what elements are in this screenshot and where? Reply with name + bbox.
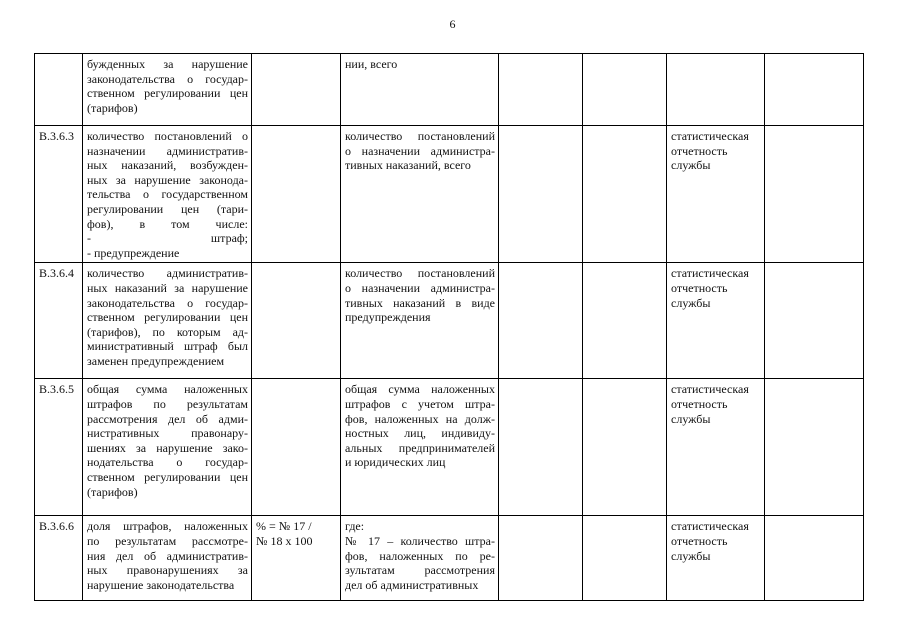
indicator-description-line: предупреждения [345, 310, 431, 325]
indicator-description-line: зультатам рассмотрения [345, 563, 495, 578]
empty-cell [499, 263, 583, 379]
indicator-formula [252, 126, 341, 263]
indicator-source-line: статистическая [671, 519, 749, 534]
indicator-formula [252, 379, 341, 516]
indicator-name-line: ственном регулировании цен [87, 86, 248, 101]
indicator-source [667, 54, 765, 126]
empty-cell [765, 54, 864, 126]
indicator-description [341, 126, 499, 263]
indicator-name-line: общая сумма наложенных [87, 382, 248, 397]
indicator-description-line: альных предпринимателей [345, 440, 495, 455]
indicator-description-line: дел об административных [345, 577, 479, 592]
indicator-name-line: законодательства о государ- [87, 295, 248, 310]
indicator-description-line: нии, всего [345, 57, 398, 71]
indicator-name-line: количество административ- [87, 266, 248, 281]
indicator-name-line: (тарифов), по которым ад- [87, 324, 248, 339]
table-row [35, 54, 864, 126]
empty-cell [499, 379, 583, 516]
indicator-name-line: министративный штраф был [87, 339, 248, 354]
indicator-source-line: службы [671, 548, 711, 563]
indicator-description-line: о назначении администра- [345, 143, 495, 158]
empty-cell [583, 263, 667, 379]
indicator-name-line: заменен предупреждением [87, 353, 225, 368]
indicator-description-line: количество постановлений [345, 266, 495, 281]
indicator-source-line: статистическая [671, 129, 749, 143]
indicator-code [35, 54, 83, 126]
indicator-name-line: доля штрафов, наложенных [87, 519, 248, 534]
indicator-source [667, 516, 765, 601]
indicator-name-line: нодательства о государ- [87, 455, 248, 470]
indicators-table [34, 53, 864, 601]
indicator-description-line: где: [345, 519, 365, 534]
indicator-name-line: рассмотрения дел об адми- [87, 411, 248, 426]
indicator-name-line: нарушение законодательства [87, 577, 235, 592]
indicator-source-line: отчетность [671, 280, 728, 295]
indicator-name [83, 379, 252, 516]
indicator-formula-line: № 18 x 100 [256, 533, 313, 548]
indicator-formula [252, 516, 341, 601]
indicator-name-line: регулировании цен (тари- [87, 201, 248, 216]
page-number: 6 [449, 17, 456, 31]
empty-cell [499, 54, 583, 126]
indicator-name [83, 54, 252, 126]
indicator-source-line: статистическая [671, 382, 749, 397]
indicator-source-line: отчетность [671, 396, 728, 411]
indicator-source-line: отчетность [671, 143, 728, 158]
empty-cell [583, 516, 667, 601]
indicator-formula-line: % = № 17 / [256, 519, 312, 534]
indicator-description [341, 263, 499, 379]
indicator-description-line: общая сумма наложенных [345, 382, 495, 397]
empty-cell [499, 516, 583, 601]
indicator-name [83, 516, 252, 601]
empty-cell [583, 126, 667, 263]
indicator-source [667, 126, 765, 263]
indicator-source-line: службы [671, 411, 711, 426]
indicator-name [83, 126, 252, 263]
indicator-name-line: шениях за нарушение зако- [87, 440, 248, 455]
indicator-name-line: тельства о государственном [87, 187, 248, 202]
indicator-description-line: тивных наказаний, всего [345, 158, 471, 173]
indicator-name-line: ных наказаний за нарушение [87, 280, 248, 295]
indicator-source [667, 263, 765, 379]
indicator-name-line: нистративных правонару- [87, 426, 248, 441]
indicator-name-line: назначении административ- [87, 143, 248, 158]
indicator-name-line: ных наказаний, возбужден- [87, 158, 248, 173]
empty-cell [765, 126, 864, 263]
indicator-description-line: штрафов с учетом штра- [345, 396, 495, 411]
indicator-formula [252, 54, 341, 126]
indicator-source-line: статистическая [671, 266, 749, 281]
indicator-description-line: ностных лиц, индивиду- [345, 426, 495, 441]
indicator-code: В.3.6.6 [35, 516, 83, 601]
indicator-name-line: ственном регулировании цен [87, 469, 248, 484]
indicator-name-line: бужденных за нарушение [87, 57, 248, 71]
empty-cell [765, 263, 864, 379]
empty-cell [765, 379, 864, 516]
indicator-description [341, 516, 499, 601]
indicator-name-line: ственном регулировании цен [87, 310, 248, 325]
indicator-code: В.3.6.4 [35, 263, 83, 379]
table-row [35, 126, 864, 263]
indicator-name-line: ных правонарушениях за [87, 563, 248, 578]
indicator-description-line: количество постановлений [345, 129, 495, 143]
indicator-description-line: фов, наложенных по ре- [345, 548, 495, 563]
indicator-name-line: - предупреждение [87, 245, 180, 260]
indicator-code: В.3.6.5 [35, 379, 83, 516]
indicator-description-line: фов, наложенных на долж- [345, 411, 495, 426]
indicator-description-line: и юридических лиц [345, 455, 446, 470]
indicator-name-line: - штраф; [87, 231, 248, 246]
indicator-description-line: № 17 – количество штра- [345, 533, 495, 548]
indicator-name-line: количество постановлений о [87, 129, 248, 143]
table-row [35, 516, 864, 601]
indicator-name-line: фов), в том числе: [87, 216, 248, 231]
indicator-source [667, 379, 765, 516]
indicator-formula [252, 263, 341, 379]
indicator-name-line: (тарифов) [87, 484, 138, 499]
table-row [35, 379, 864, 516]
indicator-description-line: о назначении администра- [345, 280, 495, 295]
indicator-name-line: ных за нарушение законода- [87, 172, 248, 187]
table-body [35, 54, 864, 601]
indicator-name-line: штрафов по результатам [87, 396, 248, 411]
indicator-name-line: ния дел об административ- [87, 548, 248, 563]
indicator-code: В.3.6.3 [35, 126, 83, 263]
empty-cell [499, 126, 583, 263]
indicator-source-line: службы [671, 158, 711, 173]
indicator-source-line: службы [671, 295, 711, 310]
indicator-name [83, 263, 252, 379]
indicator-description [341, 379, 499, 516]
indicator-source-line: отчетность [671, 533, 728, 548]
empty-cell [765, 516, 864, 601]
indicator-description-line: тивных наказаний в виде [345, 295, 495, 310]
indicator-name-line: (тарифов) [87, 100, 138, 115]
empty-cell [583, 54, 667, 126]
indicator-description [341, 54, 499, 126]
empty-cell [583, 379, 667, 516]
table-row [35, 263, 864, 379]
indicator-name-line: по результатам рассмотре- [87, 533, 248, 548]
indicator-name-line: законодательства о государ- [87, 71, 248, 86]
